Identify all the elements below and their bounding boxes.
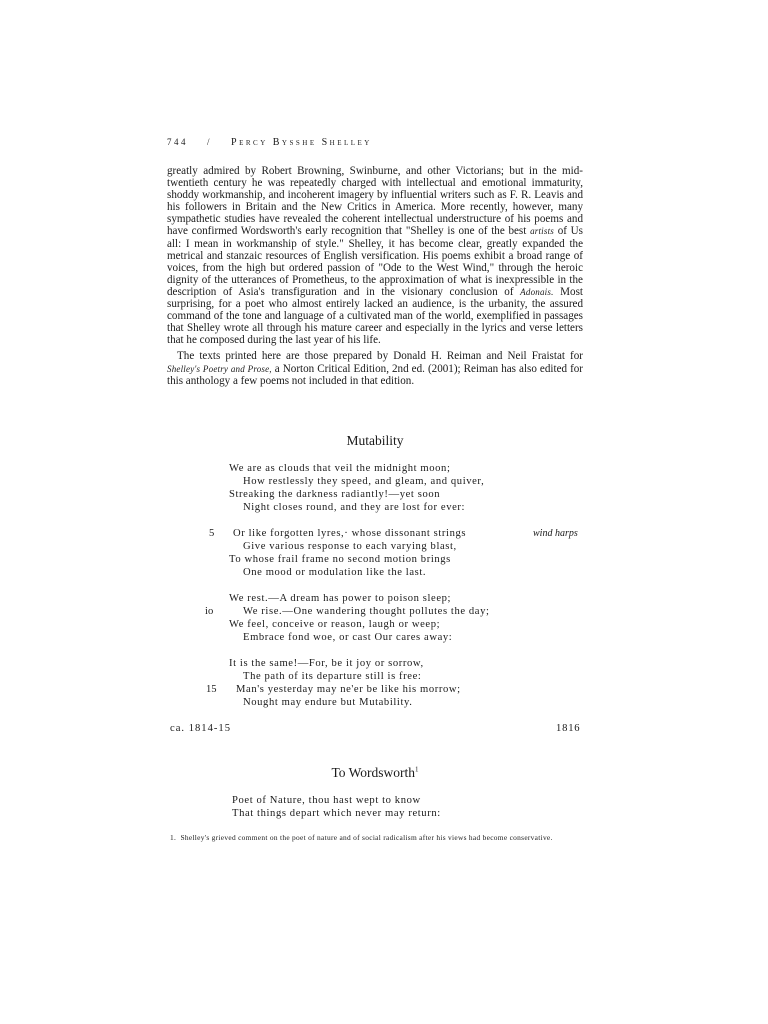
verse-line: Or like forgotten lyres,· whose dissonant strings [233, 528, 467, 539]
italic-edition-title: Shelley's Poetry and Prose, [167, 363, 272, 374]
verse-line: We rise.—One wandering thought pollutes the day; [243, 606, 490, 617]
footnote-number: 1. [170, 833, 177, 842]
verse-line: We rest.—A dream has power to poison sleep; [229, 593, 452, 604]
verse-line: Embrace fond woe, or cast Our cares away: [243, 632, 453, 643]
introduction-text [167, 165, 583, 387]
footnote-reference: 1 [415, 765, 419, 774]
running-head [167, 137, 372, 148]
verse-line: That things depart which never may return: [232, 808, 441, 819]
verse-line: Poet of Nature, thou hast wept to know [232, 795, 421, 806]
verse-line: It is the same!—For, be it joy or sorrow, [229, 658, 424, 669]
running-head-author: Percy Bysshe Shelley [231, 137, 372, 148]
intro-paragraph-2: The texts printed here are those prepared by Donald H. Reiman and Neil Fraistat for Shelley's Poetry and Prose, a Norton Critical Edition, 2nd ed. (2001); Reiman has also edited for this anthology a few poems not included in that edition. [167, 350, 584, 387]
italic-adonais: Adonais. [520, 286, 554, 297]
verse-line: We feel, conceive or reason, laugh or weep; [229, 619, 441, 630]
publication-date: 1816 [556, 723, 581, 734]
running-head-separator: / [207, 137, 213, 147]
verse-line: Night closes round, and they are lost for ever: [243, 502, 466, 513]
verse-line: Give various response to each varying blast, [243, 541, 457, 552]
verse-line: The path of its departure still is free: [243, 671, 422, 682]
verse-line: Man's yesterday may ne'er be like his morrow; [236, 684, 461, 695]
line-number: io [205, 606, 214, 617]
verse-line: Streaking the darkness radiantly!—yet soon [229, 489, 441, 500]
verse-line: Nought may endure but Mutability. [243, 697, 413, 708]
page-number: 744 [167, 137, 188, 147]
verse-line: We are as clouds that veil the midnight moon; [229, 463, 451, 474]
line-number: 5 [209, 528, 215, 539]
footnote-text: Shelley's grieved comment on the poet of nature and of social radicalism after his views had become conservative. [180, 833, 553, 842]
composition-date: ca. 1814-15 [170, 723, 232, 734]
marginal-gloss: wind harps [533, 528, 578, 539]
verse-line: One mood or modulation like the last. [243, 567, 427, 578]
poem-title-mutability: Mutability [346, 433, 404, 448]
footnote [170, 833, 586, 843]
verse-line: To whose frail frame no second motion brings [229, 554, 451, 565]
poem-title-to-wordsworth: To Wordsworth$^1$ [331, 765, 419, 780]
intro-paragraph-1: greatly admired by Robert Browning, Swinburne, and other Victorians; but in the mid-twentieth century he was repeatedly charged with intellectual and emotional immaturity, shoddy workmanship, and incoherent imagery by influential writers such as F. R. Leavis and his followers in Britain and the New Critics in America. More recently, however, many sympathetic studies have revealed the coherent intellectual understructure of his poems and have confirmed Wordsworth's early recognition that "Shelley is one of the best artists of Us all: I mean in workmanship of style." Shelley, it has become clear, greatly expanded the metrical and stanzaic resources of English versification. His poems exhibit a broad range of voices, from the high but ordered passion of "Ode to the West Wind," through the heroic dignity of the utterances of Prometheus, to the approximation of what is inexpressible in the description of Asia's transfiguration and in the visionary conclusion of Adonais. Most surprising, for a poet who almost entirely lacked an audience, is the urbanity, the assured command of the tone and language of a cultivated man of the world, exemplified in passages that Shelley wrote all through his mature career and especially in the lyrics and verse letters that he composed during the last year of his life. [167, 165, 583, 347]
italic-artists: artists [530, 226, 554, 237]
line-number: 15 [206, 684, 217, 695]
verse-line: How restlessly they speed, and gleam, and quiver, [243, 476, 485, 487]
